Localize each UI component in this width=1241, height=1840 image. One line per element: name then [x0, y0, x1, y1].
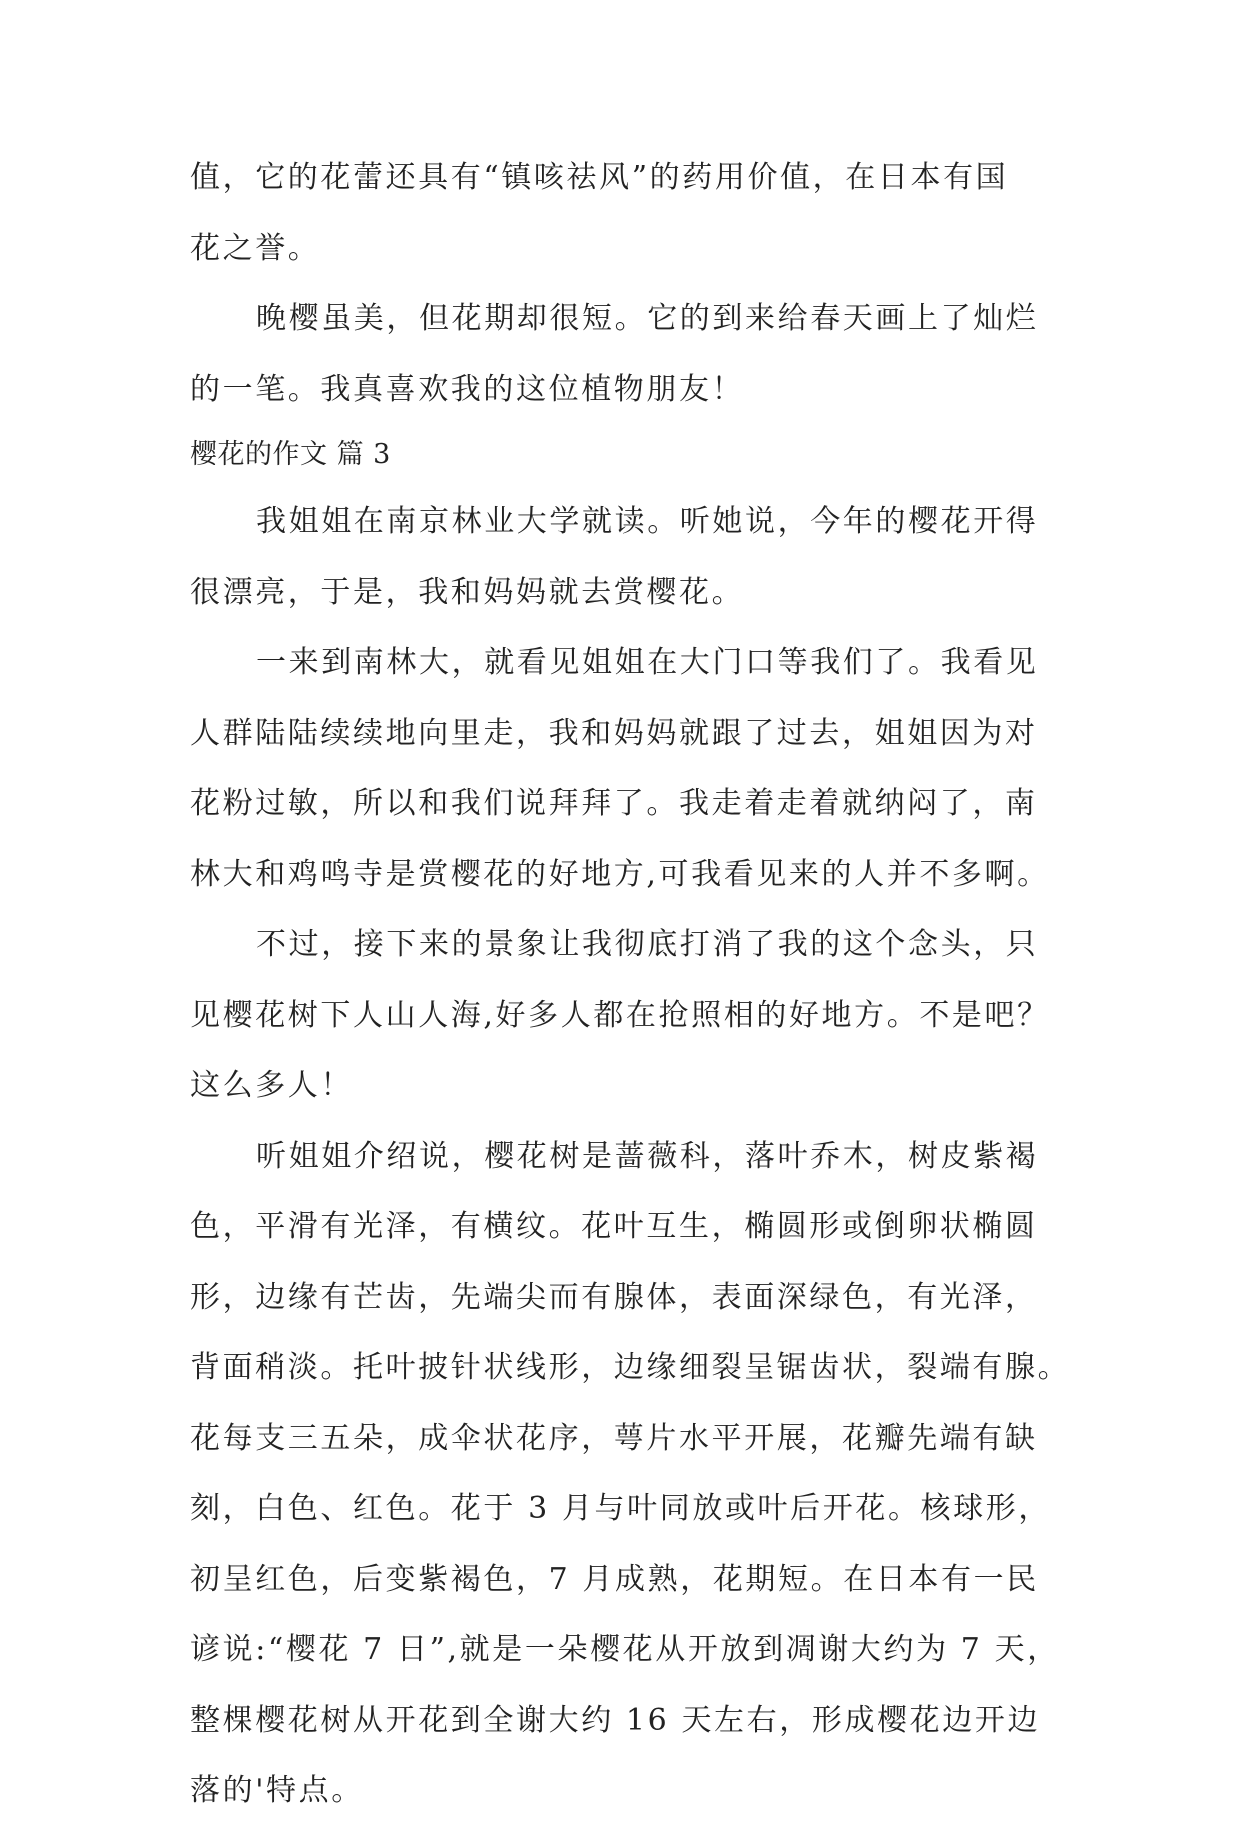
- paragraph-start-line: 不过，接下来的景象让我彻底打消了我的这个念头，只: [256, 927, 1039, 962]
- text-line: 落的'特点。: [190, 1773, 364, 1808]
- text-line: 色，平滑有光泽，有横纹。花叶互生，椭圆形或倒卵状椭圆: [190, 1209, 1038, 1244]
- text-line: 整棵樱花树从开花到全谢大约 16 天左右，形成樱花边开边: [190, 1702, 1041, 1738]
- text-line: 这么多人！: [190, 1068, 353, 1103]
- text-line: 初呈红色，后变紫褐色，7 月成熟，花期短。在日本有一民: [190, 1561, 1039, 1597]
- text-line: 值，它的花蕾还具有“镇咳祛风”的药用价值，在日本有国: [190, 160, 1009, 195]
- essay-body: [190, 156, 1071, 1840]
- text-line: 林大和鸡鸣寺是赏樱花的好地方,可我看见来的人并不多啊。: [190, 856, 1050, 892]
- paragraph-start-line: 听姐姐介绍说，樱花树是蔷薇科，落叶乔木，树皮紫褐: [256, 1138, 1039, 1174]
- text-line: 背面稍淡。托叶披针状线形，边缘细裂呈锯齿状，裂端有腺。: [190, 1350, 1071, 1385]
- paragraph-start-line: 一来到南林大，就看见姐姐在大门口等我们了。我看见: [256, 645, 1039, 680]
- text-line: 花粉过敏，所以和我们说拜拜了。我走着走着就纳闷了，南: [190, 786, 1038, 821]
- paragraph-start-line: 晚樱虽美，但花期却很短。它的到来给春天画上了灿烂: [256, 301, 1039, 336]
- text-line: 很漂亮，于是，我和妈妈就去赏樱花。: [190, 574, 745, 610]
- section-heading: 樱花的作文 篇 3: [190, 439, 391, 470]
- text-line: 谚说:“樱花 7 日”,就是一朵樱花从开放到凋谢大约为 7 天，: [190, 1632, 1060, 1667]
- text-line: 的一笔。我真喜欢我的这位植物朋友！: [190, 371, 745, 407]
- text-line: 形，边缘有芒齿，先端尖而有腺体，表面深绿色，有光泽，: [190, 1279, 1038, 1315]
- text-line: 花之誉。: [190, 230, 321, 266]
- text-line: 见樱花树下人山人海,好多人都在抢照相的好地方。不是吧？: [190, 997, 1050, 1033]
- text-line: 花每支三五朵，成伞状花序，萼片水平开展，花瓣先端有缺: [190, 1420, 1038, 1456]
- text-line: 人群陆陆续续地向里走，我和妈妈就跟了过去，姐姐因为对: [190, 715, 1038, 751]
- paragraph-start-line: 我姐姐在南京林业大学就读。听她说，今年的樱花开得: [256, 504, 1039, 539]
- text-line: 刻，白色、红色。花于 3 月与叶同放或叶后开花。核球形，: [190, 1491, 1051, 1526]
